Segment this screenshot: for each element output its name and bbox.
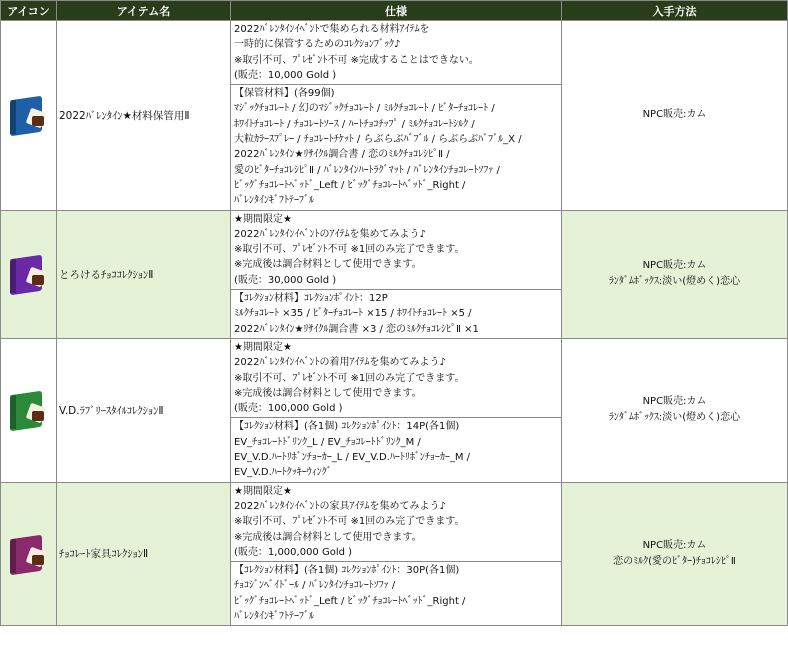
table-row (1, 210, 788, 338)
spec-line: ※取引不可、ﾌﾟﾚｾﾞﾝﾄ不可 ※1回のみ完了できます。 (234, 516, 465, 528)
spec-line: ﾐﾙｸﾁｮｺﾚｰﾄ ×35 / ﾋﾞﾀｰﾁｮｺﾚｰﾄ ×15 / ﾎﾜｲﾄﾁｮｺﾚｰﾄ ×5 / (234, 308, 472, 320)
spec-materials (231, 561, 561, 625)
spec-line: 2022ﾊﾞﾚﾝﾀｲﾝｲﾍﾞﾝﾄで集められる材料ｱｲﾃﾑを (234, 24, 430, 35)
spec-line: ★期間限定★ (234, 341, 292, 353)
acquisition-method (562, 482, 788, 626)
header-how: 入手方法 (562, 1, 788, 21)
header-row (1, 1, 788, 21)
spec-line: EV_V.D.ﾊｰﾄﾘﾎﾞﾝﾁｮｰｶｰ_L / EV_V.D.ﾊｰﾄﾘﾎﾞﾝﾁｮｰｶｰ_M / (234, 452, 471, 464)
spec-line: 一時的に保管するためのｺﾚｸｼｮﾝﾌﾞｯｸ♪ (234, 39, 401, 51)
item-name: ﾁｮｺﾚｰﾄ家具ｺﾚｸｼｮﾝⅡ (57, 482, 231, 626)
collection-book-icon (6, 251, 52, 297)
spec-line: ★期間限定★ (234, 213, 292, 225)
spec-line: ﾋﾞｯｸﾞﾁｮｺﾚｰﾄﾍﾞｯﾄﾞ_Left / ﾋﾞｯｸﾞﾁｮｺﾚｰﾄﾍﾞｯﾄﾞ_Right / (234, 595, 466, 607)
spec-materials (231, 84, 561, 209)
spec-line: EV_V.D.ﾊｰﾄｸｯｷｰｳｨﾝｸﾞ (234, 467, 332, 479)
acquisition-line: NPC販売:カム (642, 539, 707, 551)
spec-line: ※取引不可、ﾌﾟﾚｾﾞﾝﾄ不可 ※1回のみ完了できます。 (234, 372, 465, 384)
spec-line: (販売：100,000 Gold ) (234, 403, 343, 415)
acquisition-method (562, 210, 788, 338)
spec-line: ※完成後は調合材料として使用できます。 (234, 259, 422, 271)
spec-line: 【ｺﾚｸｼｮﾝ材料】ｺﾚｸｼｮﾝﾎﾟｲﾝﾄ：12P (234, 293, 388, 305)
table-row (1, 338, 788, 482)
acquisition-method (562, 338, 788, 482)
spec-line: 2022ﾊﾞﾚﾝﾀｲﾝ★ﾘｻｲｸﾙ調合書 / 恋のﾐﾙｸﾁｮｺﾚｼﾋﾟⅡ / (234, 149, 450, 161)
item-name: 2022ﾊﾞﾚﾝﾀｲﾝ★材料保管用Ⅱ (57, 21, 231, 211)
item-spec (231, 21, 562, 211)
spec-line: ﾁｮｺｼﾞﾝﾍﾞｲﾄﾞｰﾙ / ﾊﾞﾚﾝﾀｲﾝﾁｮｺﾚｰﾄｿﾌｧ / (234, 580, 396, 592)
spec-description (231, 21, 561, 84)
spec-line: ※取引不可、ﾌﾟﾚｾﾞﾝﾄ不可 ※1回のみ完了できます。 (234, 244, 465, 256)
item-name: とろけるﾁｮｺｺﾚｸｼｮﾝⅡ (57, 210, 231, 338)
item-name: V.D.ﾗﾌﾞﾘｰｽﾀｲﾙｺﾚｸｼｮﾝⅡ (57, 338, 231, 482)
spec-line: ﾎﾜｲﾄﾁｮｺﾚｰﾄ / ﾁｮｺﾚｰﾄｿｰｽ / ﾊｰﾄﾁｮｺﾁｯﾌﾟ / ﾐﾙｸﾁｮｺﾚｰﾄｼﾙｸ / (234, 118, 475, 130)
collection-book-icon (6, 387, 52, 433)
header-icon: アイコン (1, 1, 57, 21)
icon-cell (1, 482, 57, 626)
spec-line: ﾋﾞｯｸﾞﾁｮｺﾚｰﾄﾍﾞｯﾄﾞ_Left / ﾋﾞｯｸﾞﾁｮｺﾚｰﾄﾍﾞｯﾄﾞ_Right / (234, 179, 466, 191)
spec-line: 2022ﾊﾞﾚﾝﾀｲﾝｲﾍﾞﾝﾄの家具ｱｲﾃﾑを集めてみよう♪ (234, 500, 446, 512)
table-row (1, 482, 788, 626)
acquisition-line: NPC販売:カム (642, 260, 707, 272)
spec-line: 【ｺﾚｸｼｮﾝ材料】(各1個) ｺﾚｸｼｮﾝﾎﾟｲﾝﾄ：30P(各1個) (234, 565, 460, 577)
spec-description (231, 483, 561, 561)
table-row (1, 21, 788, 211)
item-spec (231, 210, 562, 338)
acquisition-line: NPC販売:カム (642, 396, 707, 408)
spec-line: (販売：10,000 Gold ) (234, 69, 337, 81)
spec-line: (販売：30,000 Gold ) (234, 274, 337, 286)
spec-line: 大粒ｶﾗｰｽﾌﾟﾚｰ / ﾁｮｺﾚｰﾄﾁｹｯﾄ / らぶらぶﾊﾞﾌﾞﾙ / らぶらぶﾊﾞﾌﾞﾙ_X / (234, 134, 522, 146)
acquisition-method (562, 21, 788, 211)
icon-cell (1, 21, 57, 211)
spec-line: 2022ﾊﾞﾚﾝﾀｲﾝ★ﾘｻｲｸﾙ調合書 ×3 / 恋のﾐﾙｸﾁｮｺﾚｼﾋﾟⅡ ×1 (234, 323, 479, 335)
spec-line: ※完成後は調合材料として使用できます。 (234, 387, 422, 399)
acquisition-line: 恋のﾐﾙｸ(愛のﾋﾞﾀｰ)ﾁｮｺﾚｼﾋﾟⅡ (613, 555, 736, 567)
spec-line: ﾏｼﾞｯｸﾁｮｺﾚｰﾄ / 幻のﾏｼﾞｯｸﾁｮｺﾚｰﾄ / ﾐﾙｸﾁｮｺﾚｰﾄ / ﾋﾞﾀｰﾁｮｺﾚｰﾄ / (234, 103, 495, 115)
header-name: アイテム名 (57, 1, 231, 21)
spec-materials (231, 289, 561, 338)
item-spec (231, 482, 562, 626)
collection-book-icon (6, 531, 52, 577)
spec-description (231, 211, 561, 289)
spec-line: ★期間限定★ (234, 485, 292, 497)
acquisition-line: ﾗﾝﾀﾞﾑﾎﾞｯｸｽ:淡い(燈めく)恋心 (608, 412, 741, 424)
spec-line: 2022ﾊﾞﾚﾝﾀｲﾝｲﾍﾞﾝﾄの着用ｱｲﾃﾑを集めてみよう♪ (234, 357, 446, 369)
icon-cell (1, 210, 57, 338)
acquisition-line: NPC販売:カム (642, 109, 707, 121)
spec-line: EV_ﾁｮｺﾚｰﾄﾄﾞﾘﾝｸ_L / EV_ﾁｮｺﾚｰﾄﾄﾞﾘﾝｸ_M / (234, 436, 421, 448)
item-spec (231, 338, 562, 482)
spec-description (231, 339, 561, 417)
spec-line: 2022ﾊﾞﾚﾝﾀｲﾝｲﾍﾞﾝﾄのｱｲﾃﾑを集めてみよう♪ (234, 228, 426, 240)
spec-line: ※完成後は調合材料として使用できます。 (234, 531, 422, 543)
spec-line: 【保管材料】(各99個) (234, 88, 335, 100)
spec-line: ﾊﾞﾚﾝﾀｲﾝｷﾞﾌﾄﾃｰﾌﾞﾙ (234, 610, 314, 622)
spec-line: 【ｺﾚｸｼｮﾝ材料】(各1個) ｺﾚｸｼｮﾝﾎﾟｲﾝﾄ：14P(各1個) (234, 421, 460, 433)
acquisition-line: ﾗﾝﾀﾞﾑﾎﾞｯｸｽ:淡い(燈めく)恋心 (608, 276, 741, 288)
spec-materials (231, 417, 561, 481)
spec-line: (販売：1,000,000 Gold ) (234, 546, 353, 558)
collection-book-icon (6, 92, 52, 138)
spec-line: ※取引不可、ﾌﾟﾚｾﾞﾝﾄ不可 ※完成することはできない。 (234, 54, 479, 66)
spec-line: 愛のﾋﾞﾀｰﾁｮｺﾚｼﾋﾟⅡ / ﾊﾞﾚﾝﾀｲﾝﾊｰﾄﾗｸﾞﾏｯﾄ / ﾊﾞﾚﾝﾀｲﾝﾁｮｺﾚｰﾄｿﾌｧ / (234, 164, 500, 176)
spec-line: ﾊﾞﾚﾝﾀｲﾝｷﾞﾌﾄﾃｰﾌﾞﾙ (234, 195, 314, 207)
header-spec: 仕様 (231, 1, 562, 21)
icon-cell (1, 338, 57, 482)
